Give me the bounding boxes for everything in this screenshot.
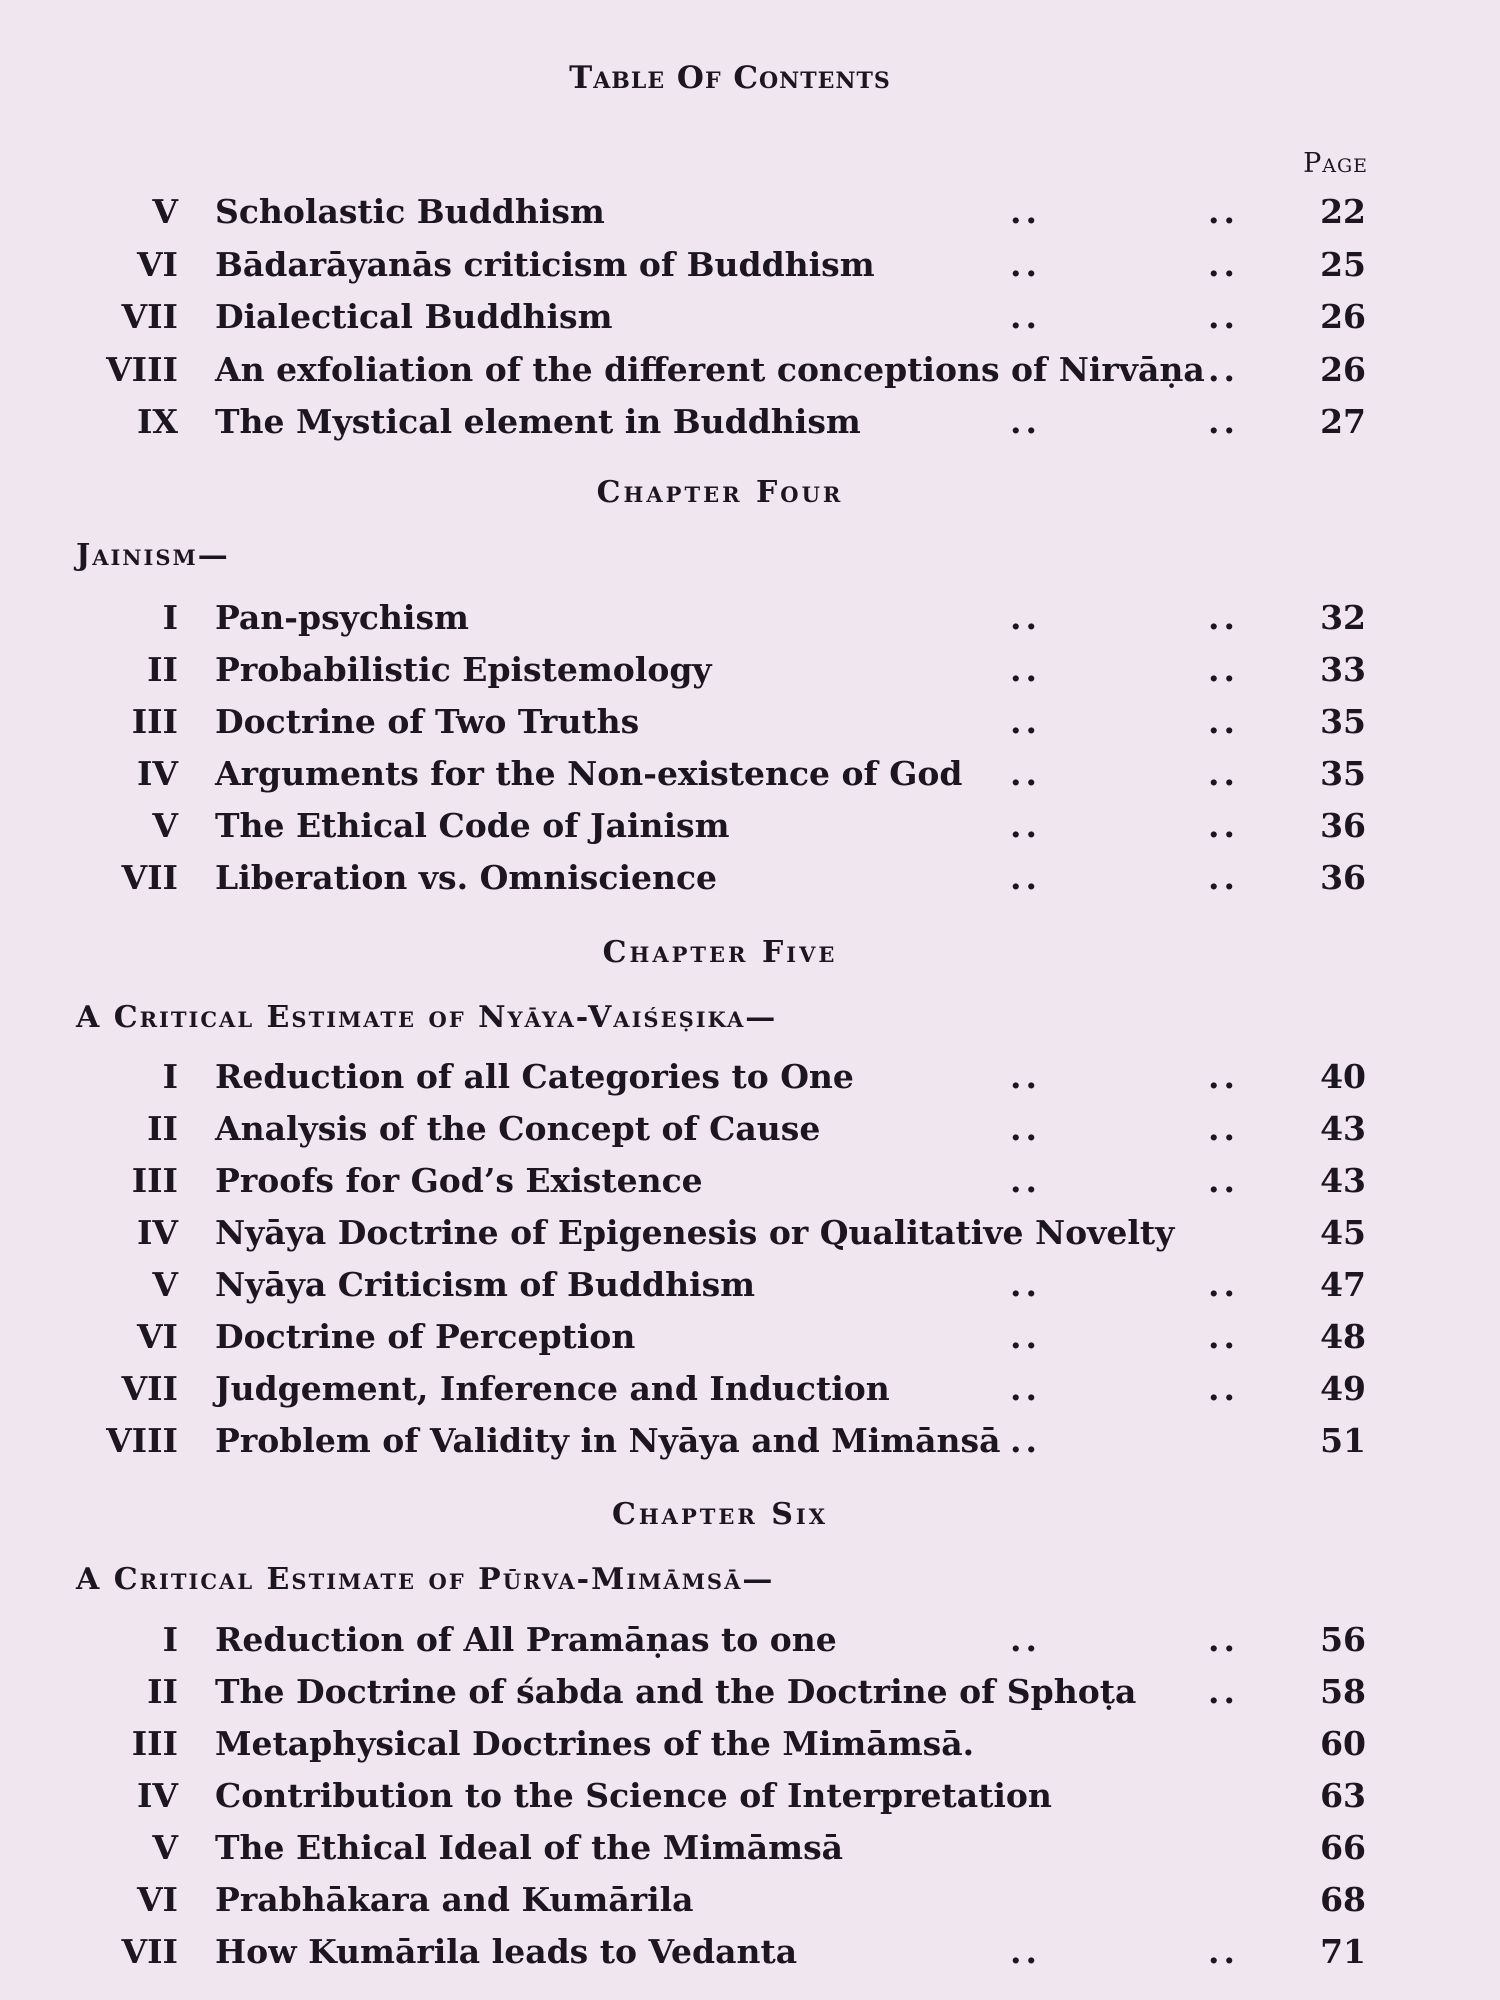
toc-entry [0, 646, 1500, 694]
chapter-heading: Chapter Six [611, 1497, 829, 1532]
entry-page-number: 26 [1320, 350, 1366, 389]
entry-number: VIII [106, 1421, 178, 1460]
entry-number: VII [121, 297, 178, 336]
toc-entry [0, 1261, 1500, 1309]
leader-dots: .. [1208, 1932, 1239, 1971]
leader-dots: .. [1010, 754, 1041, 793]
entry-title: Prabhākara and Kumārila [215, 1880, 694, 1919]
toc-entry [0, 1616, 1500, 1664]
section-heading: Jainism— [76, 538, 230, 573]
entry-title: Bādarāyanās criticism of Buddhism [215, 245, 875, 284]
toc-entry [0, 398, 1500, 446]
leader-dots: .. [1208, 598, 1239, 637]
toc-entry [0, 1417, 1500, 1465]
entry-number: V [152, 1828, 178, 1867]
entry-page-number: 63 [1320, 1776, 1366, 1815]
leader-dots: .. [1010, 702, 1041, 741]
leader-dots: .. [1208, 1057, 1239, 1096]
toc-entry [0, 241, 1500, 289]
entry-title: Dialectical Buddhism [215, 297, 613, 336]
entry-number: IV [136, 1776, 178, 1815]
entry-number: VII [121, 1369, 178, 1408]
leader-dots: .. [1010, 1265, 1041, 1304]
leader-dots: .. [1208, 1672, 1239, 1711]
entry-page-number: 22 [1320, 192, 1366, 231]
entry-page-number: 56 [1320, 1620, 1366, 1659]
leader-dots: .. [1208, 650, 1239, 689]
entry-title: Nyāya Doctrine of Epigenesis or Qualitative Novelty [215, 1213, 1175, 1252]
toc-entry [0, 594, 1500, 642]
entry-page-number: 25 [1320, 245, 1366, 284]
entry-title: Doctrine of Two Truths [215, 702, 640, 741]
toc-entry [0, 1772, 1500, 1820]
leader-dots: .. [1208, 1317, 1239, 1356]
entry-title: Metaphysical Doctrines of the Mimāmsā. [215, 1724, 975, 1763]
chapter-heading: Chapter Five [602, 935, 838, 970]
entry-number: IX [136, 402, 178, 441]
leader-dots: .. [1010, 1057, 1041, 1096]
entry-page-number: 66 [1320, 1828, 1366, 1867]
leader-dots: .. [1010, 806, 1041, 845]
entry-number: IV [136, 754, 178, 793]
entry-page-number: 35 [1320, 702, 1366, 741]
entry-page-number: 68 [1320, 1880, 1366, 1919]
entry-number: III [131, 702, 178, 741]
leader-dots: .. [1208, 1109, 1239, 1148]
toc-entry [0, 1209, 1500, 1257]
leader-dots: .. [1208, 402, 1239, 441]
leader-dots: .. [1010, 1421, 1041, 1460]
entry-page-number: 43 [1320, 1161, 1366, 1200]
toc-entry [0, 1720, 1500, 1768]
entry-title: Problem of Validity in Nyāya and Mimānsā [215, 1421, 1001, 1460]
leader-dots: .. [1010, 1369, 1041, 1408]
leader-dots: .. [1010, 402, 1041, 441]
section-heading: A Critical Estimate of Pūrva-Mimāmsā— [76, 1562, 775, 1597]
leader-dots: .. [1208, 1265, 1239, 1304]
entry-number: III [131, 1724, 178, 1763]
leader-dots: .. [1208, 1369, 1239, 1408]
toc-entry [0, 854, 1500, 902]
entry-title: Doctrine of Perception [215, 1317, 636, 1356]
entry-title: Probabilistic Epistemology [215, 650, 712, 689]
leader-dots: .. [1010, 598, 1041, 637]
chapter-heading: Chapter Four [596, 475, 844, 510]
entry-number: IV [136, 1213, 178, 1252]
entry-page-number: 60 [1320, 1724, 1366, 1763]
entry-title: Judgement, Inference and Induction [215, 1369, 890, 1408]
toc-entry [0, 1668, 1500, 1716]
entry-page-number: 36 [1320, 858, 1366, 897]
entry-number: V [152, 1265, 178, 1304]
leader-dots: .. [1208, 245, 1239, 284]
entry-page-number: 26 [1320, 297, 1366, 336]
entry-title: Analysis of the Concept of Cause [215, 1109, 821, 1148]
leader-dots: .. [1010, 1109, 1041, 1148]
entry-title: Liberation vs. Omniscience [215, 858, 718, 897]
entry-number: V [152, 806, 178, 845]
section-heading: A Critical Estimate of Nyāya-Vaiśeṣika— [76, 1000, 778, 1035]
entry-number: III [131, 1161, 178, 1200]
leader-dots: .. [1208, 350, 1239, 389]
leader-dots: .. [1010, 192, 1041, 231]
leader-dots: .. [1010, 858, 1041, 897]
leader-dots: .. [1208, 1620, 1239, 1659]
leader-dots: .. [1208, 192, 1239, 231]
toc-entry [0, 698, 1500, 746]
entry-number: VI [136, 245, 178, 284]
entry-title: Contribution to the Science of Interpretation [215, 1776, 1052, 1815]
entry-page-number: 71 [1320, 1932, 1366, 1971]
entry-title: The Ethical Ideal of the Mimāmsā [215, 1828, 844, 1867]
entry-page-number: 45 [1320, 1213, 1366, 1252]
toc-entry [0, 1928, 1500, 1976]
toc-entry [0, 1313, 1500, 1361]
toc-entry [0, 1157, 1500, 1205]
entry-number: VII [121, 1932, 178, 1971]
leader-dots: .. [1010, 245, 1041, 284]
entry-number: II [147, 650, 178, 689]
entry-number: VII [121, 858, 178, 897]
leader-dots: .. [1208, 806, 1239, 845]
entry-title: Nyāya Criticism of Buddhism [215, 1265, 756, 1304]
toc-entry [0, 1105, 1500, 1153]
entry-title: The Ethical Code of Jainism [215, 806, 730, 845]
entry-title: The Doctrine of śabda and the Doctrine of Sphoṭa [215, 1672, 1137, 1711]
toc-entry [0, 1365, 1500, 1413]
entry-title: Reduction of All Pramāṇas to one [215, 1620, 837, 1659]
entry-number: VI [136, 1317, 178, 1356]
entry-number: I [162, 598, 178, 637]
entry-page-number: 27 [1320, 402, 1366, 441]
leader-dots: .. [1208, 297, 1239, 336]
entry-page-number: 35 [1320, 754, 1366, 793]
entry-number: V [152, 192, 178, 231]
entry-number: II [147, 1672, 178, 1711]
toc-entry [0, 293, 1500, 341]
entry-title: Reduction of all Categories to One [215, 1057, 854, 1096]
toc-entry [0, 1053, 1500, 1101]
entry-title: Scholastic Buddhism [215, 192, 605, 231]
toc-entry [0, 346, 1500, 394]
leader-dots: .. [1010, 1161, 1041, 1200]
toc-entry [0, 1876, 1500, 1924]
leader-dots: .. [1208, 754, 1239, 793]
entry-page-number: 58 [1320, 1672, 1366, 1711]
entry-title: Proofs for God’s Existence [215, 1161, 703, 1200]
leader-dots: .. [1010, 1317, 1041, 1356]
entry-page-number: 36 [1320, 806, 1366, 845]
entry-page-number: 51 [1320, 1421, 1366, 1460]
toc-entry [0, 1824, 1500, 1872]
entry-title: The Mystical element in Buddhism [215, 402, 861, 441]
leader-dots: .. [1010, 650, 1041, 689]
page-title: Table Of Contents [569, 60, 891, 96]
entry-number: VIII [106, 350, 178, 389]
leader-dots: .. [1208, 702, 1239, 741]
entry-title: An exfoliation of the different conceptions of Nirvāṇa [215, 350, 1205, 389]
leader-dots: .. [1010, 1932, 1041, 1971]
entry-page-number: 47 [1320, 1265, 1366, 1304]
toc-entry [0, 188, 1500, 236]
entry-page-number: 43 [1320, 1109, 1366, 1148]
entry-number: I [162, 1057, 178, 1096]
entry-page-number: 33 [1320, 650, 1366, 689]
entry-page-number: 32 [1320, 598, 1366, 637]
entry-title: Arguments for the Non-existence of God [215, 754, 963, 793]
page-column-header: Page [1303, 148, 1368, 179]
toc-entry [0, 750, 1500, 798]
leader-dots: .. [1010, 297, 1041, 336]
leader-dots: .. [1010, 1620, 1041, 1659]
entry-page-number: 40 [1320, 1057, 1366, 1096]
entry-page-number: 49 [1320, 1369, 1366, 1408]
leader-dots: .. [1208, 1161, 1239, 1200]
entry-title: Pan-psychism [215, 598, 469, 637]
entry-number: VI [136, 1880, 178, 1919]
leader-dots: .. [1208, 858, 1239, 897]
entry-page-number: 48 [1320, 1317, 1366, 1356]
entry-number: I [162, 1620, 178, 1659]
toc-entry [0, 802, 1500, 850]
entry-title: How Kumārila leads to Vedanta [215, 1932, 798, 1971]
entry-number: II [147, 1109, 178, 1148]
